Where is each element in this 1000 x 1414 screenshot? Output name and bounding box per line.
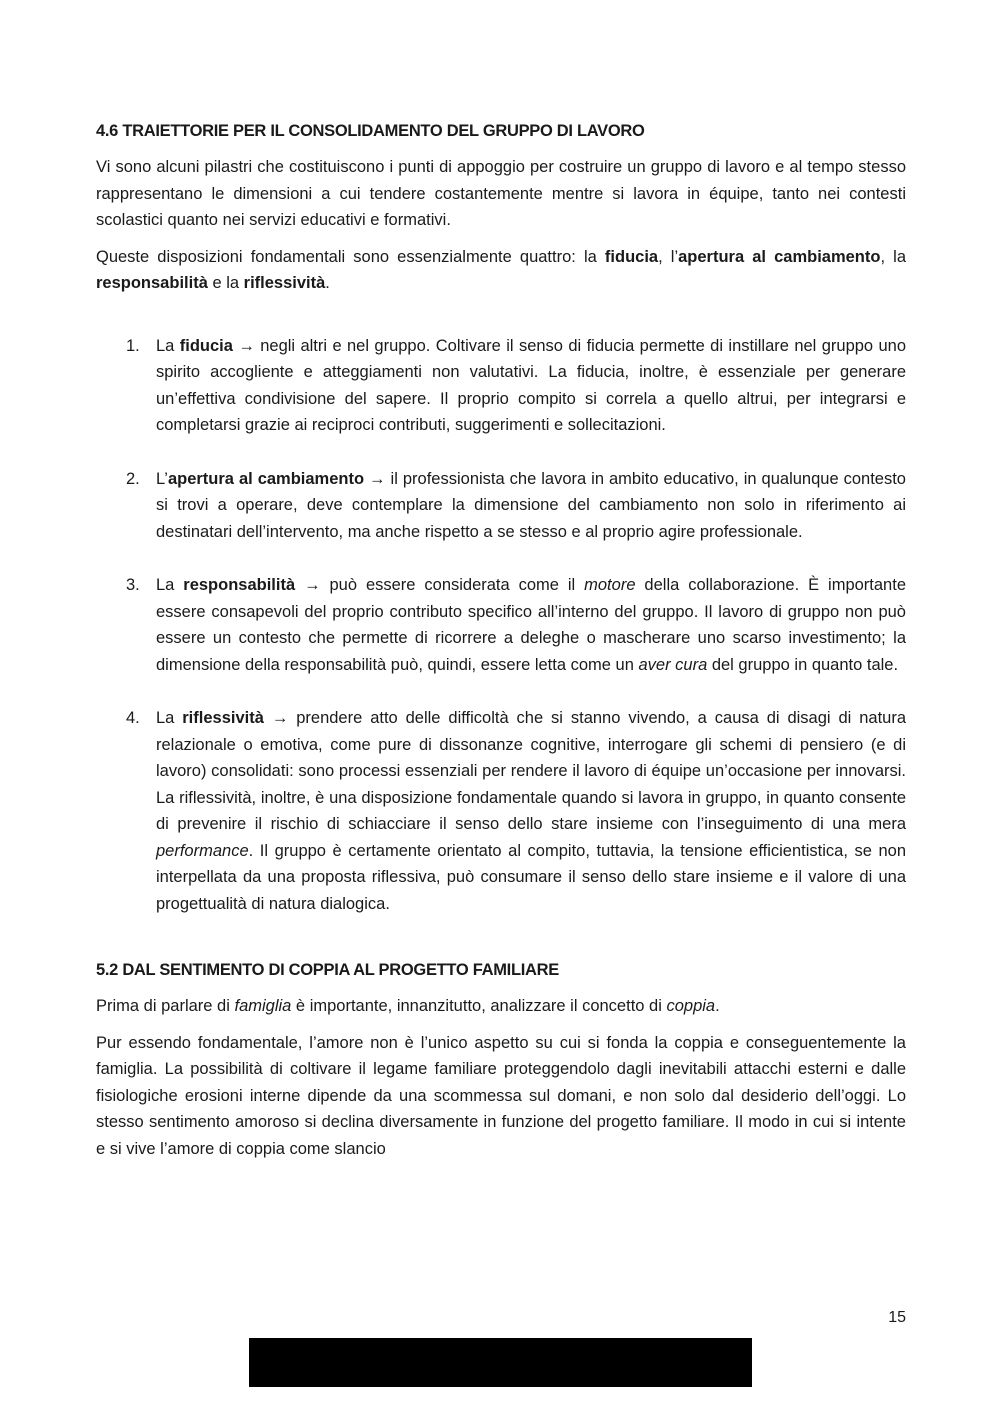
list-item-riflessivita: 4. La riflessività → prendere atto delle difficoltà che si stanno vivendo, a causa di disagi di natura relazionale o emotiva, come pure di dissonanze cognitive, interrogare gli schemi di pensiero (e di lavoro) consolidati: sono processi essenziali per rendere il lavoro di équipe un’occasione per innovarsi. La riflessività, inoltre, è una disposizione fondamentale quando si lavora in gruppo, in quanto consente di prevenire il rischio di schiacciare il senso dello stare insieme con l’inseguimento di una mera performance. Il gruppo è certamente orientato al compito, tuttavia, la tensione efficientistica, se non interpellata da una proposta riflessiva, può consumare il senso dello stare insieme e il valore di una progettualità di natura dialogica.	[126, 709, 907, 913]
intro-paragraph: Vi sono alcuni pilastri che costituiscono i punti di appoggio per costruire un gruppo di lavoro e al tempo stesso rappresentano le dimensioni a cui tendere costantemente mentre si lavora in équipe, tanto nei contesti scolastici quanto nei servizi educativi e formativi.	[96, 158, 906, 229]
famiglia-paragraph: Prima di parlare di famiglia è importante, innanzitutto, analizzare il concetto di coppia.	[96, 997, 720, 1015]
section-heading-5-2: 5.2 DAL SENTIMENTO DI COPPIA AL PROGETTO FAMILIARE	[96, 961, 559, 979]
arrow-icon: →	[364, 469, 391, 488]
redaction-bar	[249, 1338, 752, 1387]
dispositions-list	[96, 333, 906, 918]
page-number: 15	[888, 1309, 906, 1326]
amore-paragraph: Pur essendo fondamentale, l’amore non è l’unico aspetto su cui si fonda la coppia e conseguentemente la famiglia. La possibilità di coltivare il legame familiare proteggendolo dagli inevitabili attacchi esterni e dalle fisiologiche erosioni interne dipende da una scommessa sul domani, e non solo dal desiderio dell’oggi. Lo stesso sentimento amoroso si declina diversamente in funzione del progetto familiare. Il modo in cui si intente e si vive l’amore di coppia come slancio	[96, 1033, 906, 1158]
list-item-responsabilita: 3. La responsabilità → può essere considerata come il motore della collaborazione. È importante essere consapevoli del proprio contributo specifico all’interno del gruppo. Il lavoro di gruppo non può essere un contesto che permette di ricorrere a deleghe o mascherare uno scarso investimento; la dimensione della responsabilità può, quindi, essere letta come un aver cura del gruppo in quanto tale.	[126, 576, 906, 674]
arrow-icon: →	[263, 709, 297, 727]
arrow-icon: →	[295, 576, 330, 594]
section-heading-4-6: 4.6 TRAIETTORIE PER IL CONSOLIDAMENTO DEL GRUPPO DI LAVORO	[96, 122, 645, 140]
section-5-2	[96, 957, 906, 1162]
dispositions-paragraph: Queste disposizioni fondamentali sono essenzialmente quattro: la fiducia, l’apertura al cambiamento, la responsabilità e la riflessività.	[96, 247, 906, 292]
document-page	[96, 118, 906, 1172]
list-item-apertura: 2. L’apertura al cambiamento → il professionista che lavora in ambito educativo, in qualunque contesto si trovi a operare, deve contemplare la dimensione del cambiamento non solo in riferimento ai destinatari dell’intervento, ma anche rispetto a se stesso e al proprio agire professionale.	[126, 469, 906, 541]
arrow-icon: →	[232, 336, 261, 355]
list-item-fiducia: 1. La fiducia → negli altri e nel gruppo. Coltivare il senso di fiducia permette di instillare nel gruppo uno spirito accogliente e atteggiamenti non valutativi. La fiducia, inoltre, è essenziale per generare un’effettiva condivisione del sapere. Il proprio compito si correla a quello altrui, per integrarsi e completarsi grazie ai reciproci contributi, suggerimenti e sollecitazioni.	[126, 336, 907, 434]
